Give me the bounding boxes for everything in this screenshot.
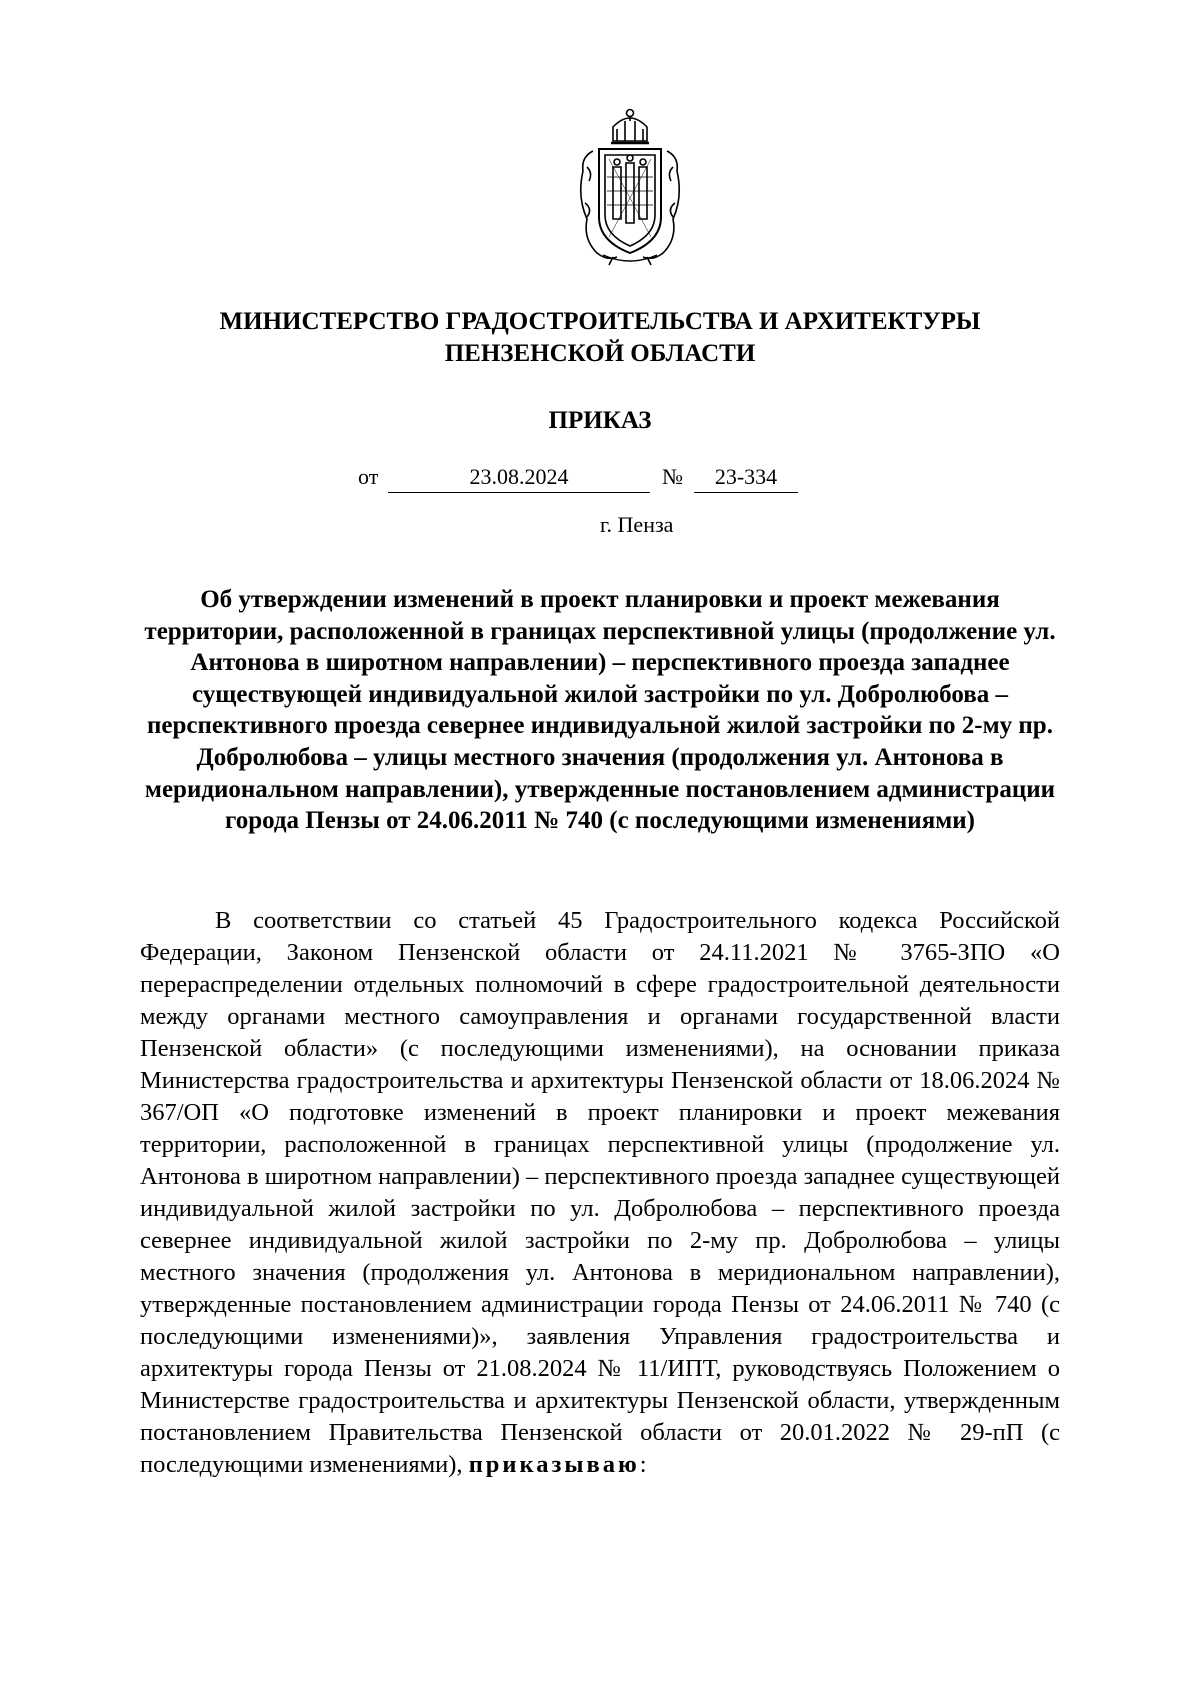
document-body — [140, 905, 1060, 1481]
body-paragraph — [140, 905, 1060, 1481]
body-paragraph-text: В соответствии со статьей 45 Градостроительного кодекса Российской Федерации, Законом Пензенской области от 24.11.2021 № 3765-ЗПО «О перераспределении отдельных полномочий в сфере градостроительной деятельности между органами местного самоуправления и органами государственной власти Пензенской области» (с последующими изменениями), на основании приказа Министерства градостроительства и архитектуры Пензенской области от 18.06.2024 № 367/ОП «О подготовке изменений в проект планировки и проект межевания территории, расположенной в границах перспективной улицы (продолжение ул. Антонова в широтном направлении) – перспективного проезда западнее существующей индивидуальной жилой застройки по ул. Добролюбова – перспективного проезда севернее индивидуальной жилой застройки по 2-му пр. Добролюбова – улицы местного значения (продолжения ул. Антонова в меридиональном направлении), утвержденные постановлением администрации города Пензы от 24.06.2011 № 740 (с последующими изменениями)», заявления Управления градостроительства и архитектуры города Пензы от 21.08.2024 № 11/ИПТ, руководствуясь Положением о Министерстве градостроительства и архитектуры Пензенской области, утвержденным постановлением Правительства Пензенской области от 20.01.2022 № 29-пП (с последующими изменениями), — [140, 907, 1060, 1478]
date-prefix: от — [358, 464, 379, 489]
order-verb: приказываю — [468, 1451, 640, 1478]
ministry-name-line1: МИНИСТЕРСТВО ГРАДОСТРОИТЕЛЬСТВА И АРХИТЕКТУРЫ — [219, 308, 981, 335]
document-type: ПРИКАЗ — [548, 407, 652, 434]
number-sign: № — [662, 464, 683, 489]
city: г. Пенза — [600, 512, 674, 537]
coat-of-arms-icon — [573, 107, 687, 267]
ministry-name-line2: ПЕНЗЕНСКОЙ ОБЛАСТИ — [444, 340, 756, 367]
document-date: 23.08.2024 — [388, 462, 650, 493]
date-number-row — [358, 462, 868, 498]
order-verb-end: : — [639, 1451, 647, 1478]
document-number: 23-334 — [694, 462, 798, 493]
ministry-name — [140, 306, 1060, 370]
document-subject: Об утверждении изменений в проект планировки и проект межевания территории, расположенной в границах перспективной улицы (продолжение ул. Антонова в широтном направлении) – перспективного проезда западнее существующей индивидуальной жилой застройки по ул. Добролюбова – перспективного проезда севернее индивидуальной жилой застройки по 2-му пр. Добролюбова – улицы местного значения (продолжения ул. Антонова в меридиональном направлении), утвержденные постановлением администрации города Пензы от 24.06.2011 № 740 (с последующими изменениями) — [144, 586, 1056, 835]
